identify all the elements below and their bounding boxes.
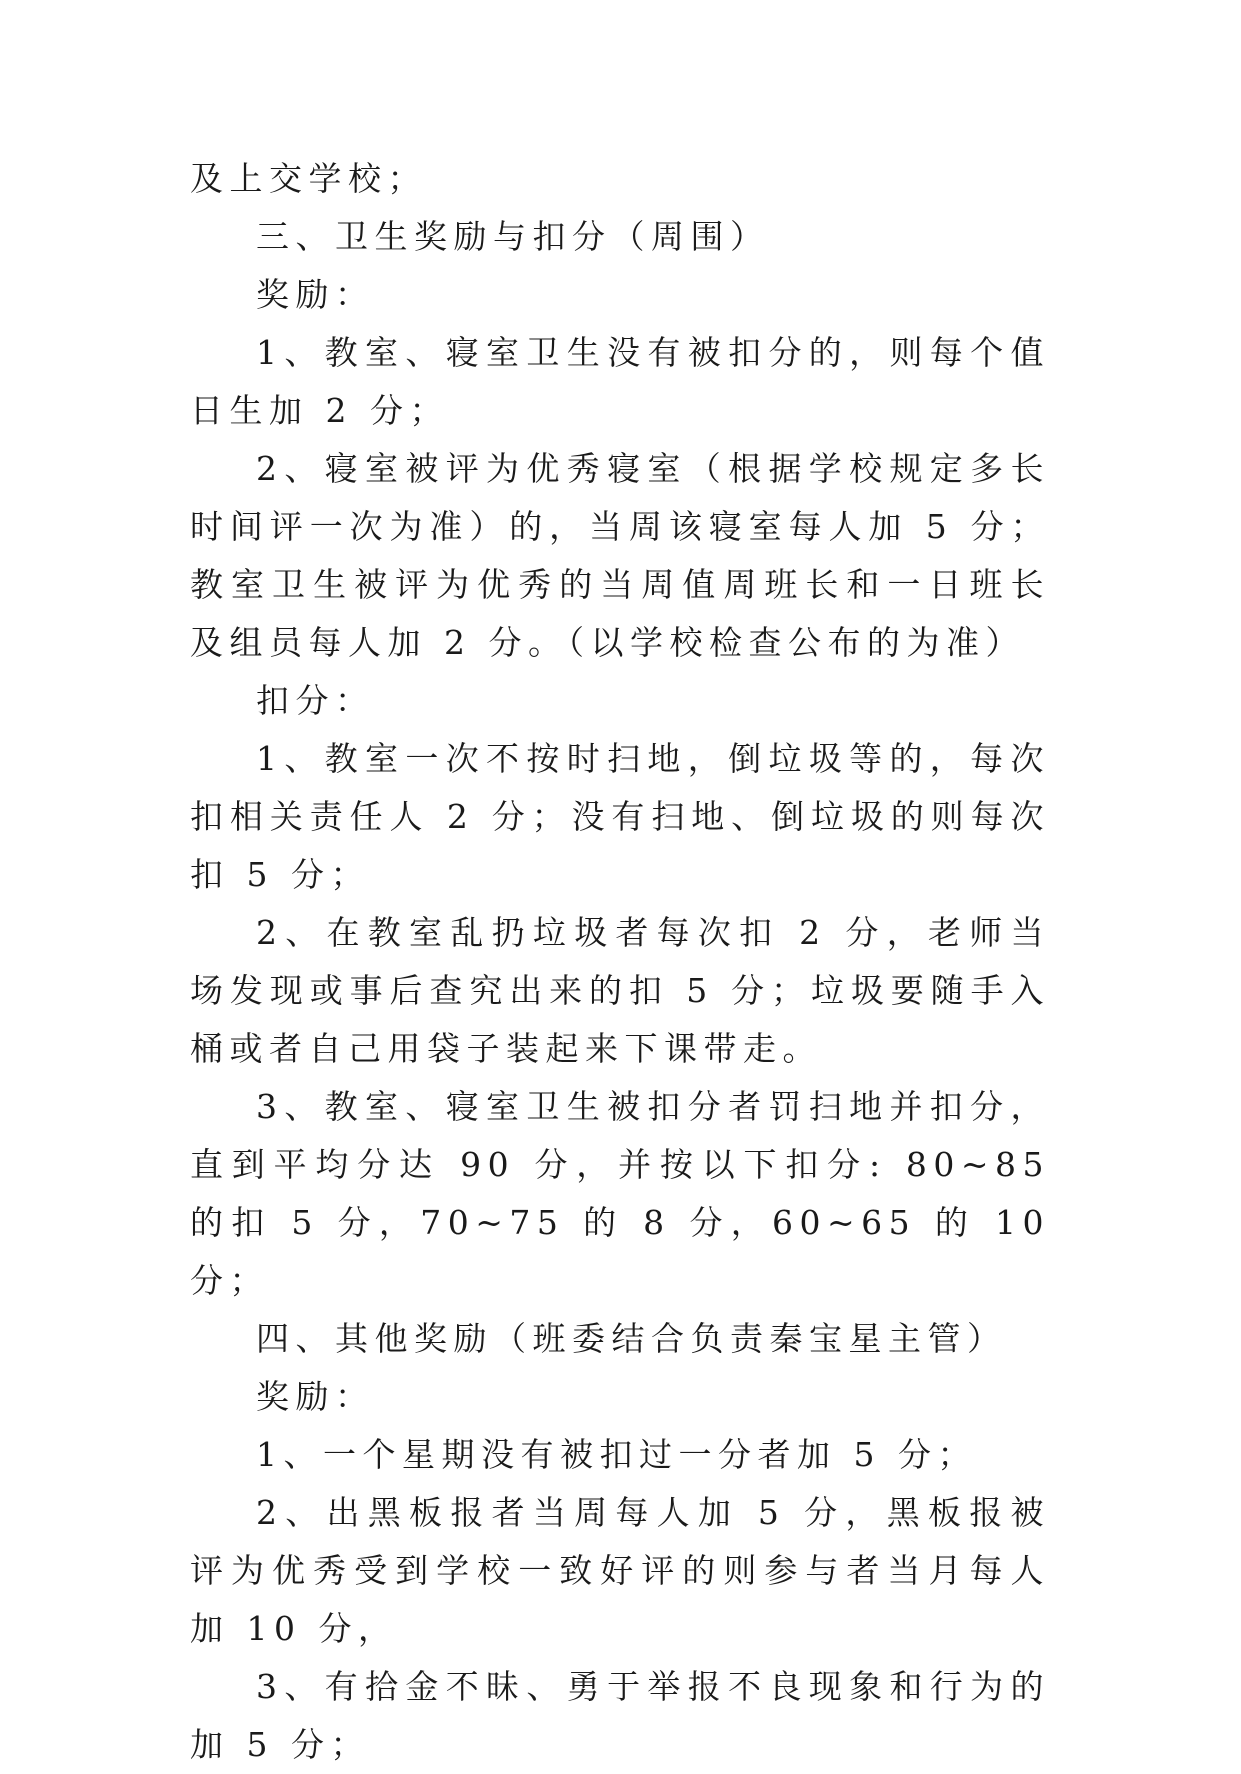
subheading-reward: 奖励： <box>256 275 375 314</box>
list-item: 1、教室、寝室卫生没有被扣分的，则每个值日生加 2 分； <box>190 333 1050 430</box>
list-item: 1、教室一次不按时扫地，倒垃圾等的，每次扣相关责任人 2 分；没有扫地、倒垃圾的则每次扣 5 分； <box>190 739 1050 894</box>
list-item: 3、教室、寝室卫生被扣分者罚扫地并扣分，直到平均分达 90 分，并按以下扣分: 80~85 的扣 5 分，70~75 的 8 分，60~65 的 10 分； <box>190 1087 1050 1300</box>
section-heading-other-rewards: 四、其他奖励（班委结合负责秦宝星主管） <box>256 1319 1007 1358</box>
list-item: 2、在教室乱扔垃圾者每次扣 2 分，老师当场发现或事后查究出来的扣 5 分；垃圾要随手入桶或者自己用袋子装起来下课带走。 <box>190 913 1050 1068</box>
list-item: 2、寝室被评为优秀寝室（根据学校规定多长时间评一次为准）的，当周该寝室每人加 5 分；教室卫生被评为优秀的当周值周班长和一日班长及组员每人加 2 分。（以学校检查公布的为准） <box>190 449 1050 662</box>
subheading-deduction: 扣分： <box>256 681 375 720</box>
section-heading-hygiene: 三、卫生奖励与扣分（周围） <box>256 217 770 256</box>
list-item: 2、出黑板报者当周每人加 5 分，黑板报被评为优秀受到学校一致好评的则参与者当月每人加 10 分， <box>190 1493 1050 1648</box>
list-item: 3、有拾金不昧、勇于举报不良现象和行为的加 5 分； <box>190 1667 1050 1764</box>
paragraph-continuation: 及上交学校； <box>190 159 427 198</box>
document-body <box>190 150 1050 1774</box>
list-item: 1、一个星期没有被扣过一分者加 5 分； <box>256 1435 977 1474</box>
subheading-reward: 奖励： <box>256 1377 375 1416</box>
